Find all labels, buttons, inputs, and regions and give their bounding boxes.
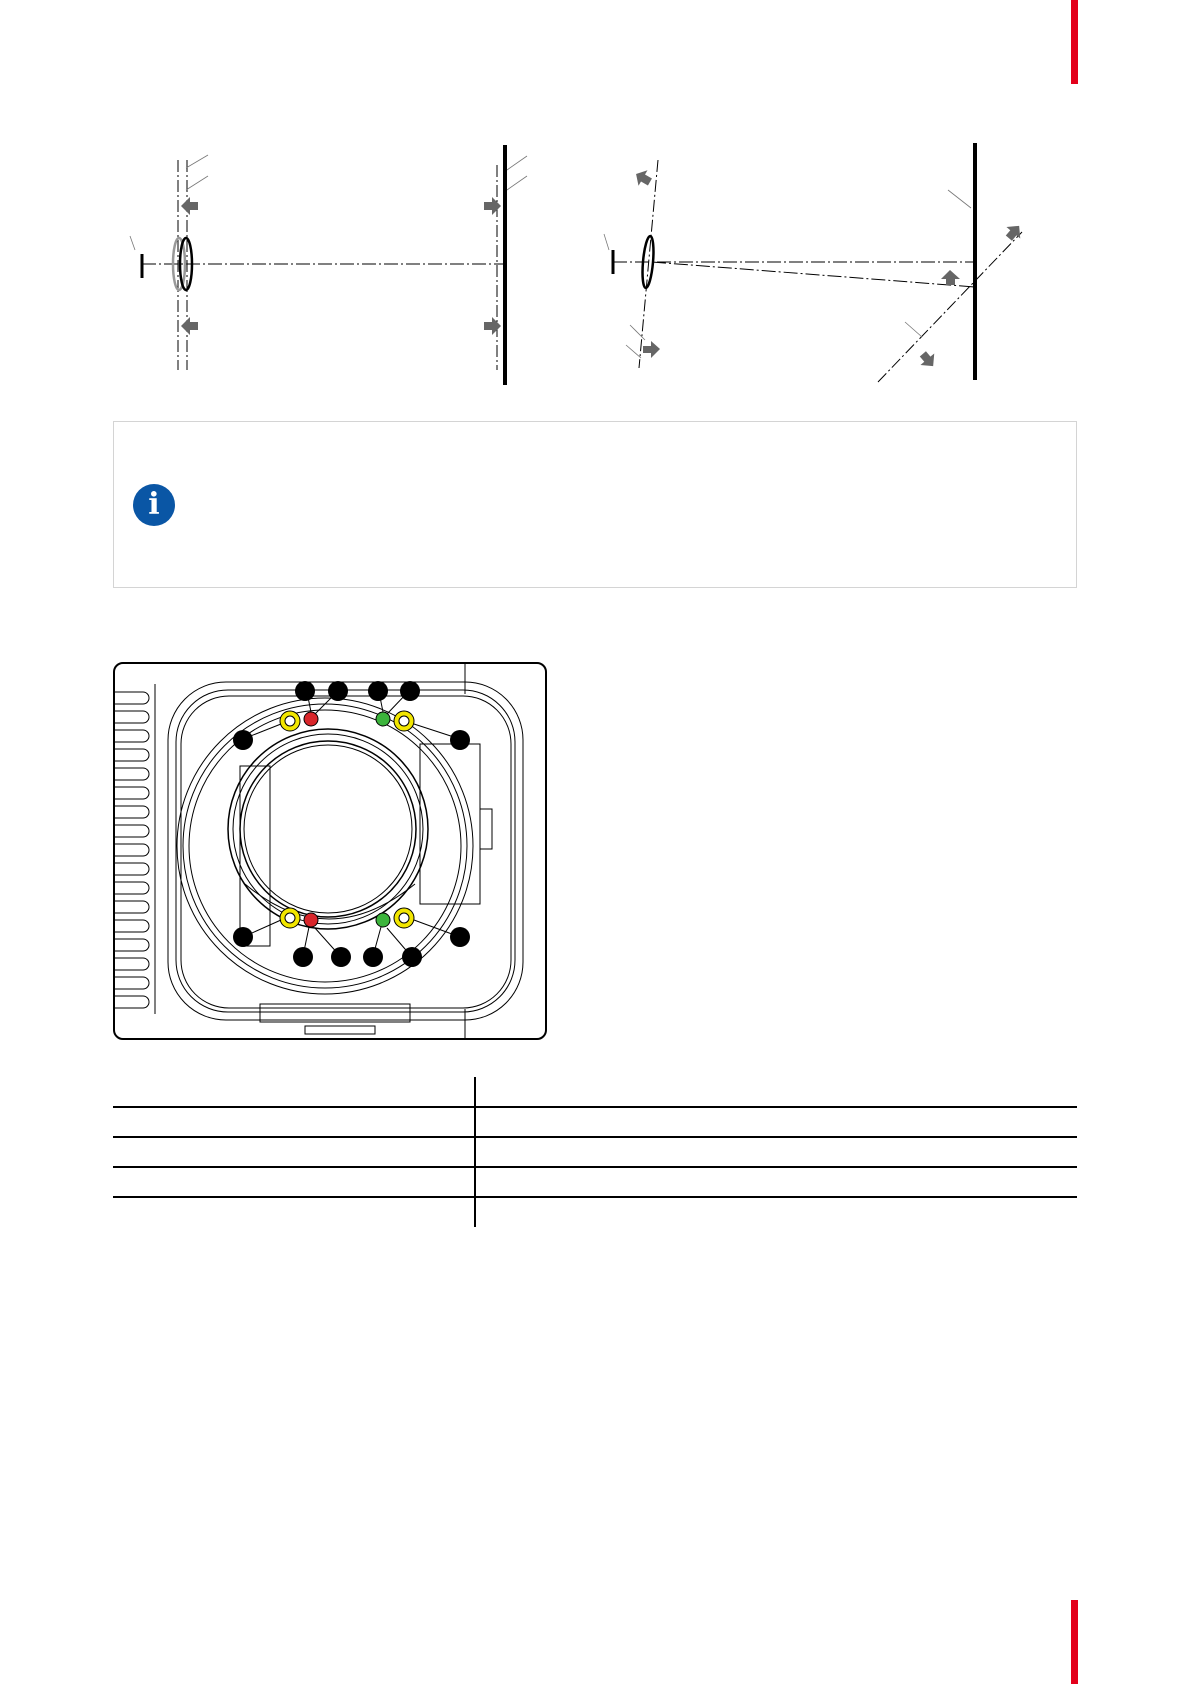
optics-diagrams <box>0 0 1191 400</box>
lens-mount-figure <box>113 662 547 1040</box>
legend-row-divider <box>113 1196 1077 1198</box>
vent-fins <box>115 684 155 1014</box>
legend-table <box>113 1077 1077 1227</box>
legend-row-divider <box>113 1106 1077 1108</box>
callout-markers <box>233 681 470 967</box>
footer-accent-bar <box>1071 1600 1078 1684</box>
tilted-alignment-diagram <box>604 143 1026 382</box>
legend-row-divider <box>113 1136 1077 1138</box>
legend-column-divider <box>474 1077 476 1227</box>
legend-row-divider <box>113 1166 1077 1168</box>
parallel-alignment-diagram <box>130 145 527 385</box>
lens-mount-drawing <box>115 664 547 1040</box>
info-icon: i <box>133 484 175 526</box>
info-note <box>113 421 1077 588</box>
